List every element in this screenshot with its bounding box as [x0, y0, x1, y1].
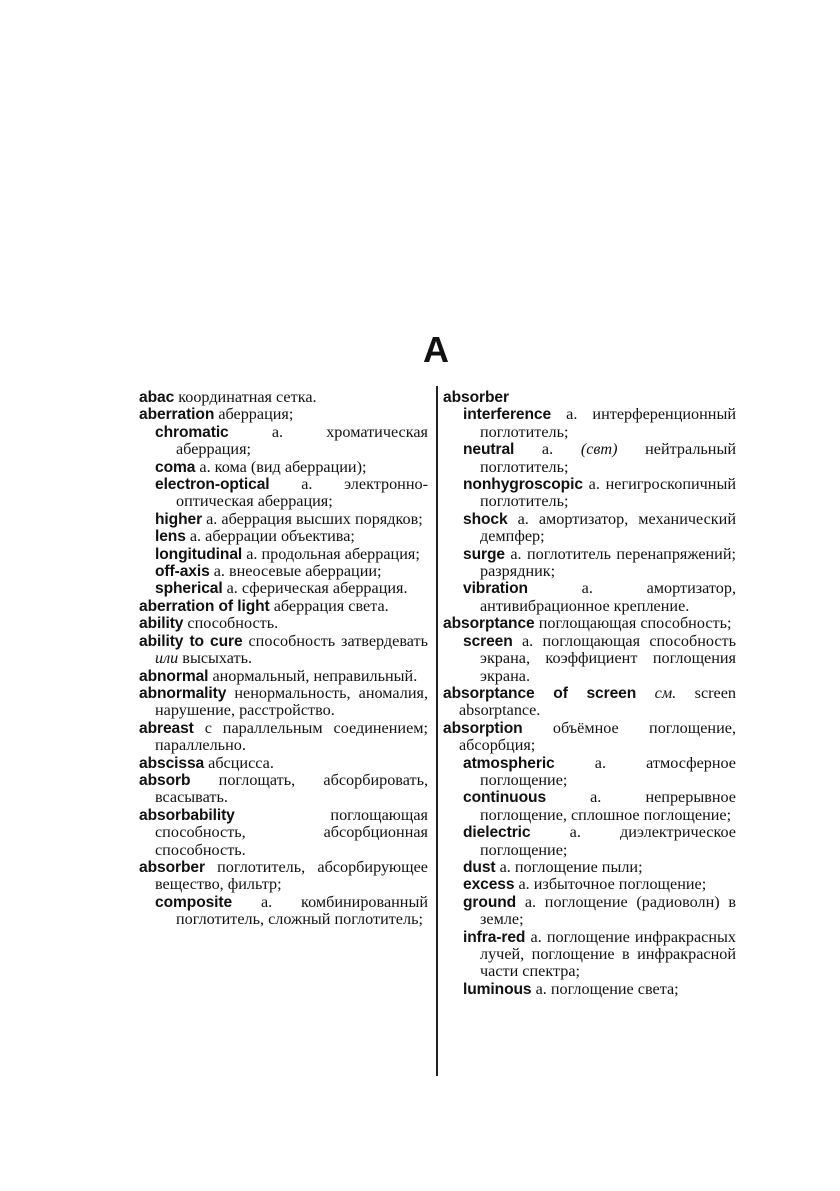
dictionary-subentry	[443, 859, 736, 876]
entry-definition-continued: нейтральный поглотитель;	[480, 440, 737, 476]
dictionary-entry	[139, 598, 428, 615]
entry-definition: a. поглощение света;	[531, 979, 679, 998]
dictionary-entry	[443, 615, 736, 632]
entry-headword: surge	[463, 545, 505, 563]
entry-definition: a. поглощение пыли;	[495, 857, 643, 876]
dictionary-subentry	[139, 894, 428, 929]
entry-definition: с параллельным соединением; параллельно.	[155, 718, 428, 755]
dictionary-subentry	[443, 929, 736, 981]
right-column	[443, 389, 736, 998]
entry-definition	[636, 684, 654, 702]
dictionary-subentry	[139, 563, 428, 580]
entry-definition-continued: высыхать.	[178, 649, 253, 668]
entry-headword: absorptance of screen	[443, 684, 637, 702]
entry-headword: absorptance	[443, 615, 535, 633]
entry-headword: ability	[139, 615, 184, 633]
dictionary-entry	[443, 389, 736, 406]
entry-definition: a. поглощающая способность экрана, коэффициент поглощения экрана.	[480, 631, 736, 685]
entry-definition: способность.	[183, 614, 279, 633]
entry-headword: absorber	[139, 858, 205, 876]
dictionary-subentry	[139, 511, 428, 528]
dictionary-subentry	[139, 580, 428, 597]
dictionary-entry	[139, 615, 428, 632]
dictionary-subentry	[443, 824, 736, 859]
entry-headword: absorber	[443, 389, 509, 406]
dictionary-entry	[139, 406, 428, 423]
column-divider	[436, 386, 438, 1076]
entry-definition: a. негигроскопичный поглотитель;	[480, 475, 736, 511]
dictionary-subentry	[139, 424, 428, 459]
entry-definition: поглотитель, абсорбирующее вещество, фильтр;	[155, 857, 428, 894]
entry-headword: longitudinal	[155, 545, 243, 563]
dictionary-entry	[139, 668, 428, 685]
entry-headword: absorb	[139, 771, 191, 789]
dictionary-entry	[443, 685, 736, 720]
dictionary-entry	[139, 755, 428, 772]
entry-definition: a. диэлектрическое поглощение;	[480, 823, 736, 859]
dictionary-subentry	[443, 406, 736, 441]
entry-headword: higher	[155, 510, 203, 528]
entry-headword: absorbability	[139, 806, 235, 824]
entry-headword: spherical	[155, 580, 223, 598]
entry-definition: способность затвердевать	[242, 631, 428, 650]
entry-headword: chromatic	[155, 423, 229, 441]
dictionary-entry	[139, 685, 428, 720]
entry-definition: абсцисса.	[204, 753, 274, 772]
entry-headword: composite	[155, 893, 233, 911]
entry-headword: dielectric	[463, 824, 531, 842]
entry-definition: ненормальность, аномалия, нарушение, расстройство.	[155, 683, 428, 720]
dictionary-entry	[139, 859, 428, 894]
entry-italic-note: (свт)	[580, 440, 618, 459]
entry-headword: abnormal	[139, 667, 209, 685]
entry-headword: nonhygroscopic	[463, 476, 583, 494]
entry-headword: neutral	[463, 441, 515, 459]
entry-definition: a. амортизатор, механический демпфер;	[480, 509, 736, 546]
entry-definition: a.	[514, 440, 581, 459]
entry-definition: a. электронно-оптическая аберрация;	[176, 475, 428, 511]
dictionary-subentry	[139, 476, 428, 511]
entry-definition: аберрация света.	[269, 596, 389, 615]
dictionary-subentry	[443, 789, 736, 824]
entry-definition: аберрация;	[214, 405, 294, 424]
entry-definition: a. хроматическая аберрация;	[176, 422, 428, 459]
section-letter: A	[423, 329, 449, 370]
dictionary-subentry	[443, 476, 736, 511]
entry-headword: ability to cure	[139, 632, 243, 650]
entry-italic-note: см.	[654, 683, 677, 702]
left-column	[139, 389, 428, 929]
entry-headword: lens	[155, 528, 186, 546]
entry-headword: aberration	[139, 406, 215, 424]
entry-headword: off-axis	[155, 563, 210, 581]
entry-headword: shock	[463, 510, 508, 528]
entry-definition: поглощать, абсорбировать, всасывать.	[155, 770, 428, 807]
dictionary-subentry	[139, 528, 428, 545]
entry-headword: dust	[463, 858, 496, 876]
entry-definition: a. поглотитель перенапряжений; разрядник;	[480, 544, 736, 581]
entry-definition: a. комбинированный поглотитель, сложный поглотитель;	[176, 892, 428, 929]
entry-headword: excess	[463, 876, 515, 894]
entry-headword: aberration of light	[139, 597, 270, 615]
dictionary-subentry	[139, 459, 428, 476]
entry-headword: atmospheric	[463, 754, 555, 772]
entry-definition: поглощающая способность, абсорбционная способность.	[155, 805, 428, 859]
entry-headword: coma	[155, 458, 196, 476]
entry-definition: a. атмосферное поглощение;	[480, 753, 736, 789]
dictionary-subentry	[443, 981, 736, 998]
dictionary-entry	[139, 772, 428, 807]
dictionary-subentry	[443, 876, 736, 893]
entry-headword: abreast	[139, 719, 194, 737]
entry-headword: continuous	[463, 789, 547, 807]
entry-definition: a. амортизатор, антивибрационное крепление.	[480, 579, 736, 615]
dictionary-subentry	[443, 580, 736, 615]
entry-headword: infra-red	[463, 928, 526, 946]
entry-headword: abnormality	[139, 684, 227, 702]
entry-definition: координатная сетка.	[174, 388, 317, 406]
entry-definition: a. избыточное поглощение;	[514, 875, 707, 894]
entry-headword: abac	[139, 389, 175, 406]
dictionary-entry	[139, 807, 428, 859]
entry-definition: a. поглощение (радиоволн) в земле;	[480, 892, 736, 929]
entry-definition: a. внеосевые аберрации;	[209, 562, 382, 581]
entry-headword: ground	[463, 893, 517, 911]
dictionary-entry	[139, 633, 428, 668]
dictionary-subentry	[443, 633, 736, 685]
entry-definition: a. интерференционный поглотитель;	[480, 405, 736, 441]
entry-definition: a. поглощение инфракрасных лучей, поглощение в инфракрасной части спектра;	[480, 927, 736, 981]
entry-definition-continued: screen absorptance.	[459, 683, 737, 720]
dictionary-subentry	[443, 894, 736, 929]
dictionary-entry	[139, 720, 428, 755]
entry-headword: abscissa	[139, 754, 205, 772]
entry-headword: screen	[463, 632, 513, 650]
entry-definition: a. непрерывное поглощение, сплошное поглощение;	[480, 788, 736, 824]
entry-definition: поглощающая способность;	[534, 614, 732, 633]
entry-definition: объёмное поглощение, абсорбция;	[459, 718, 736, 755]
dictionary-subentry	[443, 755, 736, 790]
dictionary-subentry	[443, 441, 736, 476]
dictionary-entry	[443, 720, 736, 755]
dictionary-entry	[139, 389, 428, 406]
entry-headword: absorption	[443, 719, 523, 737]
entry-definition: a. кома (вид аберрации);	[195, 457, 367, 476]
entry-definition: анормальный, неправильный.	[208, 666, 418, 685]
entry-italic-note: или	[155, 649, 179, 668]
entry-definition: a. аберрации объектива;	[185, 527, 355, 546]
entry-headword: luminous	[463, 980, 532, 998]
dictionary-subentry	[443, 511, 736, 546]
entry-definition: a. сферическая аберрация.	[222, 579, 408, 598]
entry-headword: vibration	[463, 580, 528, 598]
dictionary-subentry	[139, 546, 428, 563]
entry-definition: a. аберрация высших порядков;	[202, 509, 423, 528]
dictionary-subentry	[443, 546, 736, 581]
entry-definition: a. продольная аберрация;	[242, 544, 420, 563]
entry-headword: electron-optical	[155, 476, 270, 494]
entry-headword: interference	[463, 406, 552, 424]
